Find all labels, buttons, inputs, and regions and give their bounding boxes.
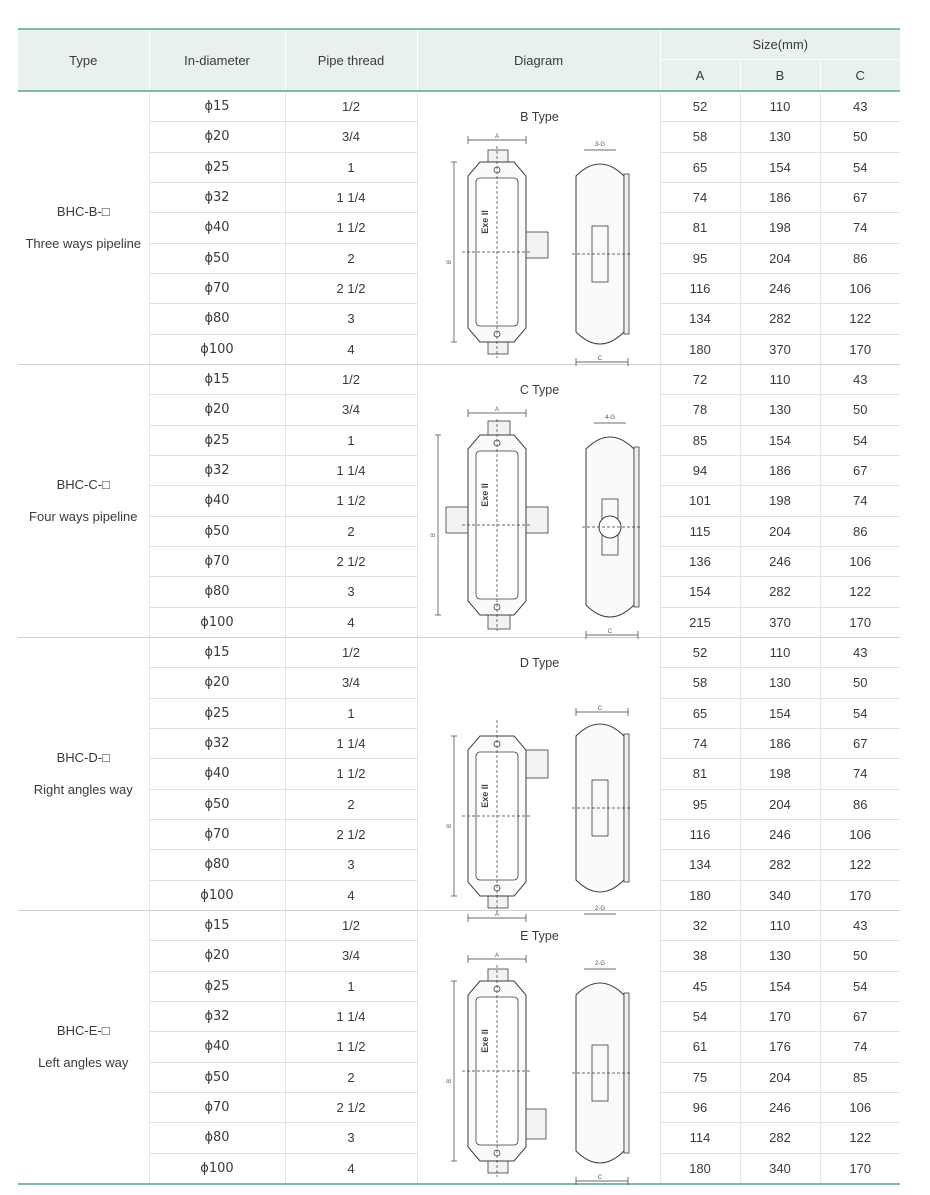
type-cell: [18, 911, 149, 1185]
in-diameter-cell: ϕ80: [149, 304, 285, 334]
model-description: Right angles way: [33, 782, 133, 797]
pipe-bottom: [488, 342, 508, 354]
exe-mark: Exe II: [479, 784, 490, 808]
size-a-cell: 81: [660, 213, 740, 243]
pipe-thread-cell: 2: [285, 789, 417, 819]
header-in-diameter: In-diameter: [149, 29, 285, 91]
in-diameter-cell: ϕ100: [149, 880, 285, 910]
dim-a-label: A: [494, 407, 499, 413]
pipe-thread-cell: 2: [285, 243, 417, 273]
in-diameter-cell: ϕ40: [149, 213, 285, 243]
in-diameter-cell: ϕ100: [149, 1153, 285, 1184]
pipe-thread-cell: 3/4: [285, 941, 417, 971]
in-diameter-cell: ϕ50: [149, 516, 285, 546]
size-a-cell: 38: [660, 941, 740, 971]
pipe-left: [446, 507, 468, 533]
pipe-thread-cell: 2 1/2: [285, 1092, 417, 1122]
pipe-thread-cell: 3: [285, 577, 417, 607]
pipe-thread-cell: 1: [285, 971, 417, 1001]
size-a-cell: 95: [660, 789, 740, 819]
in-diameter-cell: ϕ20: [149, 395, 285, 425]
exe-mark: Exe II: [479, 483, 490, 507]
size-c-cell: 106: [820, 819, 900, 849]
dim-b-label: B: [446, 1078, 453, 1084]
size-c-cell: 43: [820, 365, 900, 395]
in-diameter-cell: ϕ32: [149, 728, 285, 758]
diagram-title: C Type: [519, 383, 560, 397]
in-diameter-cell: ϕ50: [149, 1062, 285, 1092]
table-row: [18, 911, 900, 941]
pipe-thread-cell: 2 1/2: [285, 819, 417, 849]
pipe-top: [488, 421, 510, 435]
pipe-side: [526, 232, 548, 258]
dim-c-label: C: [597, 356, 602, 362]
size-c-cell: 74: [820, 759, 900, 789]
size-c-cell: 74: [820, 213, 900, 243]
size-b-cell: 204: [740, 1062, 820, 1092]
size-a-cell: 114: [660, 1123, 740, 1153]
dim-b-label: B: [446, 823, 453, 829]
size-b-cell: 176: [740, 1032, 820, 1062]
size-c-cell: 106: [820, 273, 900, 303]
header-size: Size(mm): [660, 29, 900, 60]
type-cell: [18, 365, 149, 638]
size-b-cell: 198: [740, 759, 820, 789]
table-row: [18, 91, 900, 122]
size-b-cell: 154: [740, 425, 820, 455]
size-a-cell: 61: [660, 1032, 740, 1062]
pipe-thread-cell: 4: [285, 880, 417, 910]
in-diameter-cell: ϕ40: [149, 486, 285, 516]
size-a-cell: 94: [660, 455, 740, 485]
pipe-thread-cell: 1 1/2: [285, 1032, 417, 1062]
header-size-c: C: [820, 60, 900, 92]
dim-c-label: C: [607, 629, 612, 635]
size-b-cell: 130: [740, 395, 820, 425]
size-a-cell: 95: [660, 243, 740, 273]
size-c-cell: 122: [820, 1123, 900, 1153]
size-a-cell: 136: [660, 546, 740, 576]
size-a-cell: 134: [660, 304, 740, 334]
size-b-cell: 204: [740, 789, 820, 819]
in-diameter-cell: ϕ100: [149, 607, 285, 637]
size-b-cell: 186: [740, 455, 820, 485]
size-b-cell: 340: [740, 880, 820, 910]
in-diameter-cell: ϕ70: [149, 1092, 285, 1122]
size-b-cell: 198: [740, 213, 820, 243]
pipe-thread-cell: 3: [285, 1123, 417, 1153]
size-c-cell: 43: [820, 638, 900, 668]
in-diameter-cell: ϕ25: [149, 152, 285, 182]
type-cell: [18, 638, 149, 911]
pipe-bottom: [488, 615, 510, 629]
in-diameter-cell: ϕ32: [149, 1001, 285, 1031]
model-code: BHC-B-□: [56, 204, 110, 219]
diagram-cell: [417, 91, 660, 365]
pipe-thread-cell: 1/2: [285, 638, 417, 668]
size-a-cell: 72: [660, 365, 740, 395]
size-a-cell: 85: [660, 425, 740, 455]
size-c-cell: 50: [820, 395, 900, 425]
in-diameter-cell: ϕ15: [149, 365, 285, 395]
pipe-thread-cell: 1 1/4: [285, 1001, 417, 1031]
size-a-cell: 116: [660, 273, 740, 303]
size-b-cell: 130: [740, 122, 820, 152]
size-c-cell: 43: [820, 91, 900, 122]
size-c-cell: 50: [820, 668, 900, 698]
size-c-cell: 170: [820, 334, 900, 364]
pipe-thread-cell: 1 1/4: [285, 182, 417, 212]
header-diagram: Diagram: [417, 29, 660, 91]
in-diameter-cell: ϕ25: [149, 698, 285, 728]
pipe-bottom: [488, 896, 508, 908]
in-diameter-cell: ϕ25: [149, 425, 285, 455]
in-diameter-cell: ϕ70: [149, 546, 285, 576]
junction-box-drawing: [418, 365, 662, 637]
in-diameter-cell: ϕ20: [149, 122, 285, 152]
size-b-cell: 246: [740, 1092, 820, 1122]
in-diameter-cell: ϕ20: [149, 668, 285, 698]
diagram: [418, 911, 662, 1183]
in-diameter-cell: ϕ40: [149, 1032, 285, 1062]
in-diameter-cell: ϕ80: [149, 1123, 285, 1153]
size-a-cell: 75: [660, 1062, 740, 1092]
dim-a-label: A: [494, 953, 499, 959]
pipe-side: [526, 750, 548, 778]
size-c-cell: 54: [820, 698, 900, 728]
pipe-thread-cell: 1 1/4: [285, 728, 417, 758]
pipe-thread-cell: 1: [285, 698, 417, 728]
size-b-cell: 186: [740, 728, 820, 758]
size-a-cell: 74: [660, 728, 740, 758]
junction-box-drawing: [418, 911, 662, 1183]
size-a-cell: 45: [660, 971, 740, 1001]
size-a-cell: 54: [660, 1001, 740, 1031]
size-c-cell: 85: [820, 1062, 900, 1092]
size-b-cell: 246: [740, 273, 820, 303]
size-a-cell: 96: [660, 1092, 740, 1122]
pipe-side: [524, 1109, 546, 1139]
pipe-bottom: [488, 1161, 508, 1173]
size-b-cell: 340: [740, 1153, 820, 1184]
pipe-thread-cell: 2: [285, 516, 417, 546]
pipe-thread-cell: 1/2: [285, 91, 417, 122]
size-a-cell: 134: [660, 850, 740, 880]
pipe-thread-cell: 4: [285, 1153, 417, 1184]
type-cell: [18, 91, 149, 365]
exe-mark: Exe II: [479, 210, 490, 234]
size-a-cell: 65: [660, 152, 740, 182]
diagram-title: D Type: [519, 656, 560, 670]
in-diameter-cell: ϕ80: [149, 850, 285, 880]
in-diameter-cell: ϕ100: [149, 334, 285, 364]
diagram: [418, 638, 662, 918]
pipe-thread-cell: 3/4: [285, 395, 417, 425]
dim-a-label: A: [494, 912, 499, 918]
pipe-thread-cell: 3/4: [285, 668, 417, 698]
pipe-thread-cell: 1 1/2: [285, 213, 417, 243]
diagram-cell: [417, 911, 660, 1185]
size-b-cell: 110: [740, 911, 820, 941]
pipe-thread-cell: 2 1/2: [285, 273, 417, 303]
pipe-thread-cell: 1: [285, 425, 417, 455]
size-c-cell: 170: [820, 607, 900, 637]
pipe-thread-cell: 1 1/2: [285, 486, 417, 516]
dim-g-label: 4-G: [604, 415, 615, 421]
size-a-cell: 215: [660, 607, 740, 637]
size-c-cell: 50: [820, 122, 900, 152]
size-c-cell: 122: [820, 577, 900, 607]
model-code: BHC-E-□: [56, 1023, 110, 1038]
size-c-cell: 74: [820, 486, 900, 516]
dim-g-label: 3-G: [594, 142, 605, 148]
size-c-cell: 54: [820, 152, 900, 182]
pipe-thread-cell: 1 1/2: [285, 759, 417, 789]
junction-box-drawing: [418, 638, 662, 918]
pipe-thread-cell: 2: [285, 1062, 417, 1092]
pipe-thread-cell: 3: [285, 850, 417, 880]
pipe-thread-cell: 1 1/4: [285, 455, 417, 485]
size-c-cell: 67: [820, 455, 900, 485]
dim-c-label: C: [597, 1175, 602, 1181]
size-a-cell: 65: [660, 698, 740, 728]
in-diameter-cell: ϕ20: [149, 941, 285, 971]
size-a-cell: 78: [660, 395, 740, 425]
size-c-cell: 86: [820, 516, 900, 546]
pipe-thread-cell: 1: [285, 152, 417, 182]
size-b-cell: 110: [740, 638, 820, 668]
diagram-cell: [417, 365, 660, 638]
size-c-cell: 74: [820, 1032, 900, 1062]
in-diameter-cell: ϕ15: [149, 91, 285, 122]
diagram-title: B Type: [520, 110, 559, 124]
in-diameter-cell: ϕ32: [149, 182, 285, 212]
size-c-cell: 67: [820, 728, 900, 758]
size-b-cell: 170: [740, 1001, 820, 1031]
in-diameter-cell: ϕ80: [149, 577, 285, 607]
in-diameter-cell: ϕ70: [149, 819, 285, 849]
header-size-a: A: [660, 60, 740, 92]
pipe-thread-cell: 2 1/2: [285, 546, 417, 576]
diagram-cell: [417, 638, 660, 918]
size-c-cell: 86: [820, 789, 900, 819]
size-c-cell: 122: [820, 304, 900, 334]
size-a-cell: 58: [660, 122, 740, 152]
size-a-cell: 116: [660, 819, 740, 849]
size-c-cell: 170: [820, 880, 900, 910]
size-b-cell: 110: [740, 365, 820, 395]
in-diameter-cell: ϕ40: [149, 759, 285, 789]
size-b-cell: 282: [740, 850, 820, 880]
size-a-cell: 101: [660, 486, 740, 516]
size-b-cell: 246: [740, 546, 820, 576]
pipe-right: [526, 507, 548, 533]
model-description: Three ways pipeline: [25, 236, 142, 251]
table-row: [18, 638, 900, 668]
diagram: [418, 365, 662, 637]
size-a-cell: 52: [660, 91, 740, 122]
size-b-cell: 198: [740, 486, 820, 516]
in-diameter-cell: ϕ32: [149, 455, 285, 485]
size-a-cell: 81: [660, 759, 740, 789]
size-a-cell: 115: [660, 516, 740, 546]
size-b-cell: 154: [740, 152, 820, 182]
size-c-cell: 67: [820, 182, 900, 212]
size-b-cell: 246: [740, 819, 820, 849]
header-pipe-thread: Pipe thread: [285, 29, 417, 91]
in-diameter-cell: ϕ15: [149, 911, 285, 941]
size-b-cell: 282: [740, 577, 820, 607]
size-b-cell: 130: [740, 941, 820, 971]
size-a-cell: 180: [660, 1153, 740, 1184]
in-diameter-cell: ϕ70: [149, 273, 285, 303]
size-a-cell: 154: [660, 577, 740, 607]
junction-box-drawing: [418, 92, 662, 364]
size-a-cell: 180: [660, 880, 740, 910]
size-b-cell: 204: [740, 243, 820, 273]
table-row: [18, 365, 900, 395]
table-body: [18, 91, 900, 1184]
size-a-cell: 74: [660, 182, 740, 212]
size-b-cell: 154: [740, 698, 820, 728]
size-b-cell: 282: [740, 304, 820, 334]
size-b-cell: 282: [740, 1123, 820, 1153]
size-a-cell: 32: [660, 911, 740, 941]
size-b-cell: 204: [740, 516, 820, 546]
header-type: Type: [18, 29, 149, 91]
model-description: Four ways pipeline: [29, 509, 138, 524]
pipe-thread-cell: 3/4: [285, 122, 417, 152]
size-c-cell: 67: [820, 1001, 900, 1031]
pipe-thread-cell: 3: [285, 304, 417, 334]
dim-b-label: B: [430, 532, 437, 538]
size-c-cell: 106: [820, 546, 900, 576]
in-diameter-cell: ϕ15: [149, 638, 285, 668]
pipe-thread-cell: 1/2: [285, 365, 417, 395]
pipe-top: [488, 969, 508, 981]
size-c-cell: 86: [820, 243, 900, 273]
model-code: BHC-C-□: [56, 477, 110, 492]
size-c-cell: 43: [820, 911, 900, 941]
in-diameter-cell: ϕ25: [149, 971, 285, 1001]
diagram-title: E Type: [520, 929, 559, 943]
pipe-thread-cell: 4: [285, 607, 417, 637]
pipe-top: [488, 150, 508, 162]
size-b-cell: 110: [740, 91, 820, 122]
dim-g-label: 2-G: [594, 906, 605, 912]
dim-a-label: A: [494, 134, 499, 140]
exe-mark: Exe II: [479, 1029, 490, 1053]
in-diameter-cell: ϕ50: [149, 789, 285, 819]
size-b-cell: 154: [740, 971, 820, 1001]
dim-g-label: 2-G: [594, 961, 605, 967]
spec-table: [18, 28, 900, 1185]
header-size-b: B: [740, 60, 820, 92]
size-a-cell: 58: [660, 668, 740, 698]
model-code: BHC-D-□: [56, 750, 110, 765]
size-b-cell: 370: [740, 334, 820, 364]
size-c-cell: 54: [820, 971, 900, 1001]
pipe-thread-cell: 1/2: [285, 911, 417, 941]
model-description: Left angles way: [38, 1055, 129, 1070]
size-c-cell: 54: [820, 425, 900, 455]
size-b-cell: 186: [740, 182, 820, 212]
pipe-thread-cell: 4: [285, 334, 417, 364]
size-c-cell: 122: [820, 850, 900, 880]
size-b-cell: 130: [740, 668, 820, 698]
size-c-cell: 50: [820, 941, 900, 971]
size-b-cell: 370: [740, 607, 820, 637]
dim-b-label: B: [446, 259, 453, 265]
in-diameter-cell: ϕ50: [149, 243, 285, 273]
diagram: [418, 92, 662, 364]
size-a-cell: 52: [660, 638, 740, 668]
size-c-cell: 106: [820, 1092, 900, 1122]
size-a-cell: 180: [660, 334, 740, 364]
size-c-cell: 170: [820, 1153, 900, 1184]
dim-c-label: C: [597, 706, 602, 712]
